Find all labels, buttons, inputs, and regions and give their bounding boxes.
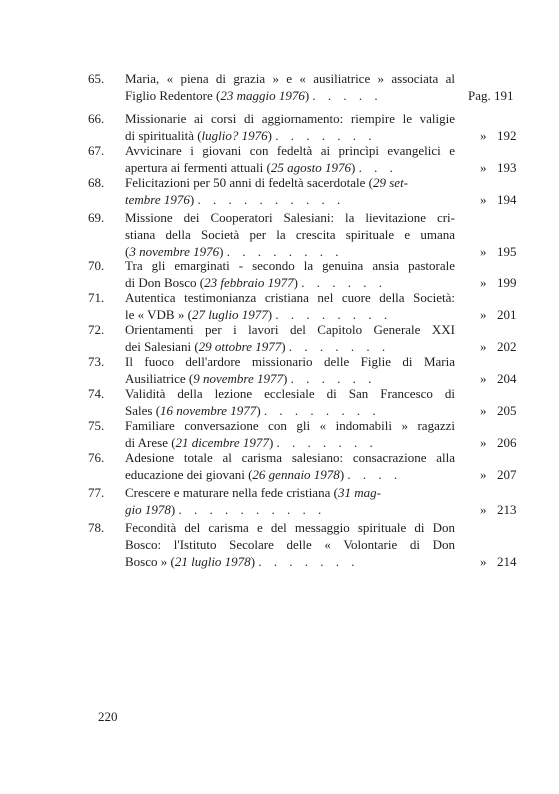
entry-date: 21 dicembre 1977 xyxy=(175,435,269,450)
title-text: ) xyxy=(339,467,345,482)
title-text: Missionarie ai corsi di aggiornamento: riempire le valigie xyxy=(125,111,455,126)
title-text: ) xyxy=(350,160,356,175)
title-text: Il fuoco dell'ardore missionario delle Figlie di Maria xyxy=(125,354,455,369)
entry-title-line xyxy=(125,553,455,570)
entry-number: 76. xyxy=(88,450,105,465)
page-reference xyxy=(480,553,517,570)
title-text: Adesione totale al carisma salesiano: consacrazione alla xyxy=(125,450,455,465)
title-text: apertura ai fermenti attuali ( xyxy=(125,160,271,175)
entry-title-line xyxy=(125,289,455,306)
title-text: ) xyxy=(268,435,274,450)
leader-dots: . . . . . . . xyxy=(288,339,390,354)
ditto-mark: » xyxy=(480,554,487,569)
title-text: Tra gli emarginati - secondo la genuina ansia pastorale xyxy=(125,258,455,273)
title-text: ) xyxy=(256,403,261,418)
page-number-ref: 202 xyxy=(497,339,517,354)
entry-title-line xyxy=(125,87,455,104)
entry-number: 77. xyxy=(88,485,105,500)
title-text: Crescere e maturare nella fede cristiana ( xyxy=(125,485,338,500)
page-number-ref: 199 xyxy=(497,275,517,290)
entry-number: 69. xyxy=(88,210,105,225)
entry-date: 25 agosto 1976 xyxy=(270,160,351,175)
title-text: Validità della lezione ecclesiale di San Francesco di xyxy=(125,386,455,401)
page-reference xyxy=(480,338,517,355)
title-text: Bosco » ( xyxy=(125,554,175,569)
entry-date: 23 maggio 1976 xyxy=(220,88,305,103)
page-number-ref: 207 xyxy=(497,467,517,482)
page-reference xyxy=(480,127,517,144)
entry-number: 74. xyxy=(88,386,105,401)
page-reference xyxy=(480,306,517,323)
leader-dots: . . . . . . xyxy=(301,275,387,290)
title-text: Figlio Redentore ( xyxy=(125,88,221,103)
leader-dots: . . . . . . xyxy=(290,371,376,386)
page-reference xyxy=(480,191,517,208)
leader-dots: . . . . . . . . xyxy=(275,307,392,322)
page-reference xyxy=(480,501,517,518)
title-text: Avvicinare i giovani con fedeltà ai princìpi evangelici e xyxy=(125,143,455,158)
entry-number: 73. xyxy=(88,354,105,369)
ditto-mark: » xyxy=(480,435,487,450)
title-text: ) xyxy=(219,244,224,259)
entry-date: luglio? 1976 xyxy=(201,128,268,143)
ditto-mark: » xyxy=(480,339,487,354)
title-text: Fecondità del carisma e del messaggio spirituale di Don xyxy=(125,520,455,535)
leader-dots: . . . . . . . . . . xyxy=(178,502,326,517)
title-text: ) xyxy=(250,554,256,569)
entry-title-line xyxy=(125,449,455,466)
title-text: ) xyxy=(267,307,273,322)
entry-title-line xyxy=(125,110,455,127)
entry-title-line xyxy=(125,519,455,536)
page-reference xyxy=(480,243,517,260)
entry-date: 9 novembre 1977 xyxy=(193,371,284,386)
ditto-mark: » xyxy=(480,244,487,259)
entry-title-line xyxy=(125,257,455,274)
page-number-ref: 206 xyxy=(497,435,517,450)
ditto-mark: » xyxy=(480,307,487,322)
page-number-ref: 191 xyxy=(494,88,514,103)
page-reference xyxy=(480,434,517,451)
entry-title-line xyxy=(125,142,455,159)
title-text: le « VDB » ( xyxy=(125,307,192,322)
entry-title-line xyxy=(125,353,455,370)
entry-date: 3 novembre 1976 xyxy=(129,244,220,259)
entry-date: tembre 1976 xyxy=(125,192,190,207)
entry-number: 65. xyxy=(88,71,105,86)
entry-number: 75. xyxy=(88,418,105,433)
entry-date: 29 ottobre 1977 xyxy=(198,339,282,354)
entry-number: 72. xyxy=(88,322,105,337)
ditto-mark: » xyxy=(480,192,487,207)
page-number-ref: 201 xyxy=(497,307,517,322)
page-number-ref: 213 xyxy=(497,502,517,517)
title-text: Felicitazioni per 50 anni di fedeltà sacerdotale ( xyxy=(125,175,373,190)
entry-date: 31 mag- xyxy=(337,485,381,500)
entry-number: 70. xyxy=(88,258,105,273)
entry-title-line xyxy=(125,209,455,226)
title-text: educazione dei giovani ( xyxy=(125,467,253,482)
title-text: ) xyxy=(170,502,176,517)
entry-title-line xyxy=(125,536,455,553)
entry-title-line xyxy=(125,385,455,402)
title-text: Maria, « piena di grazia » e « ausiliatrice » associata al xyxy=(125,71,455,86)
page-number-ref: 194 xyxy=(497,192,517,207)
title-text: Orientamenti per i lavori del Capitolo Generale XXI xyxy=(125,322,455,337)
entry-date: 29 set- xyxy=(372,175,409,190)
entry-title-line xyxy=(125,466,455,483)
title-text: di Arese ( xyxy=(125,435,176,450)
entry-title-line xyxy=(125,191,455,208)
title-text: ) xyxy=(304,88,310,103)
page-number-ref: 192 xyxy=(497,128,517,143)
page-number-ref: 214 xyxy=(497,554,517,569)
page-label: Pag. xyxy=(468,88,491,103)
page-reference xyxy=(480,159,517,176)
title-text: ) xyxy=(293,275,298,290)
leader-dots: . . . . . . . . xyxy=(263,403,381,418)
leader-dots: . . . . . xyxy=(312,88,383,103)
entry-title-line xyxy=(125,484,455,501)
entry-title-line xyxy=(125,174,455,191)
title-text: Ausiliatrice ( xyxy=(125,371,194,386)
title-text: di spiritualità ( xyxy=(125,128,202,143)
page-number-ref: 193 xyxy=(497,160,517,175)
page-number: 220 xyxy=(98,709,118,724)
entry-number: 68. xyxy=(88,175,105,190)
page-reference xyxy=(480,274,517,291)
title-text: stiana della Società per la crescita spirituale e umana xyxy=(125,227,455,242)
title-text: ( xyxy=(125,244,130,259)
entry-number: 71. xyxy=(88,290,105,305)
title-text: ) xyxy=(283,371,288,386)
leader-dots: . . . . . . . xyxy=(258,554,360,569)
entry-title-line xyxy=(125,226,455,243)
entry-title-line xyxy=(125,417,455,434)
title-text: Bosco: l'Istituto Secolare delle « Volontarie di Don xyxy=(125,537,455,552)
page-reference xyxy=(480,370,517,387)
entry-date: 16 novembre 1977 xyxy=(160,403,257,418)
page-number-ref: 195 xyxy=(497,244,517,259)
ditto-mark: » xyxy=(480,275,487,290)
page-number-ref: 204 xyxy=(497,371,517,386)
entry-date: 21 luglio 1978 xyxy=(174,554,251,569)
leader-dots: . . . . . . . . xyxy=(226,244,343,259)
page-reference xyxy=(468,87,514,104)
entry-date: 27 luglio 1977 xyxy=(191,307,268,322)
leader-dots: . . . xyxy=(358,160,398,175)
title-text: dei Salesiani ( xyxy=(125,339,199,354)
entry-date: 26 gennaio 1978 xyxy=(252,467,340,482)
entry-date: 23 febbraio 1977 xyxy=(204,275,294,290)
entry-number: 67. xyxy=(88,143,105,158)
leader-dots: . . . . xyxy=(347,467,402,482)
title-text: Autentica testimonianza cristiana nel cuore della Società: xyxy=(125,290,455,305)
entry-title-line xyxy=(125,70,455,87)
entry-title-line xyxy=(125,501,455,518)
title-text: Familiare conversazione con gli « indomabili » ragazzi xyxy=(125,418,455,433)
entry-title-line xyxy=(125,321,455,338)
leader-dots: . . . . . . . xyxy=(276,435,378,450)
page-reference xyxy=(480,402,517,419)
title-text: ) xyxy=(281,339,286,354)
title-text: Missione dei Cooperatori Salesiani: la lievitazione cri- xyxy=(125,210,455,225)
ditto-mark: » xyxy=(480,371,487,386)
title-text: Sales ( xyxy=(125,403,161,418)
ditto-mark: » xyxy=(480,128,487,143)
title-text: ) xyxy=(189,192,195,207)
title-text: di Don Bosco ( xyxy=(125,275,205,290)
ditto-mark: » xyxy=(480,502,487,517)
entry-number: 66. xyxy=(88,111,105,126)
entry-number: 78. xyxy=(88,520,105,535)
leader-dots: . . . . . . . . . . xyxy=(197,192,345,207)
title-text: ) xyxy=(267,128,272,143)
ditto-mark: » xyxy=(480,467,487,482)
entry-date: gio 1978 xyxy=(125,502,171,517)
page-number-ref: 205 xyxy=(497,403,517,418)
page-reference xyxy=(480,466,517,483)
ditto-mark: » xyxy=(480,403,487,418)
ditto-mark: » xyxy=(480,160,487,175)
leader-dots: . . . . . . . xyxy=(275,128,376,143)
